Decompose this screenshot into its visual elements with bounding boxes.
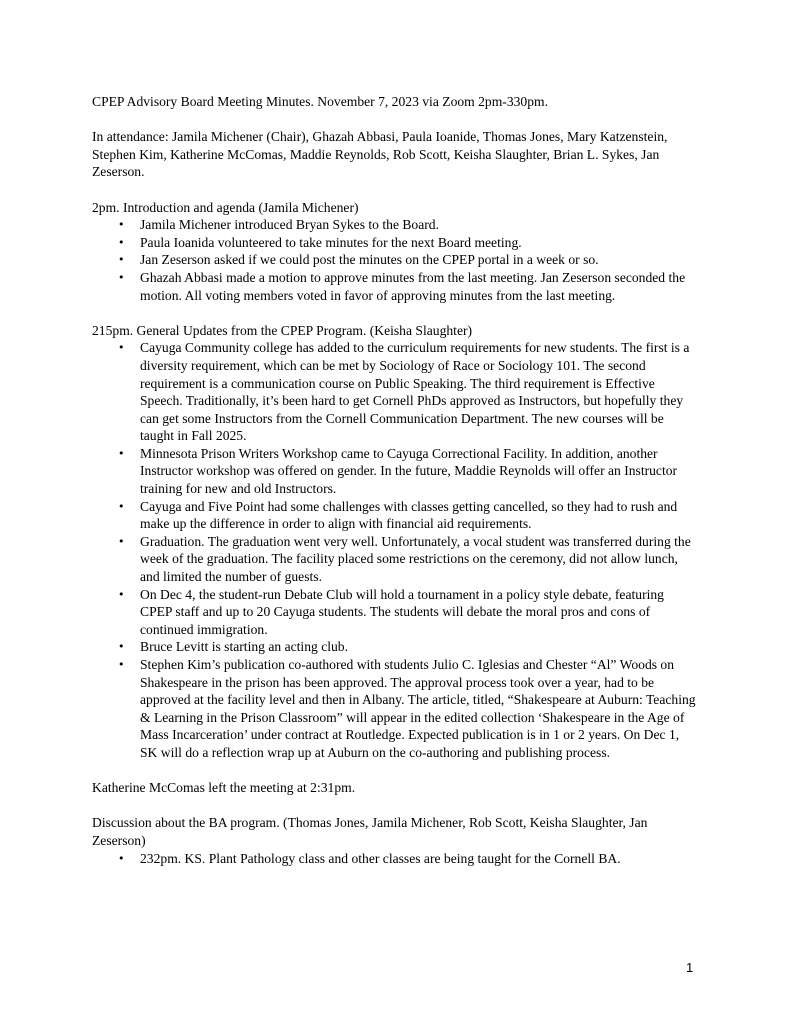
bullet-list <box>92 850 698 868</box>
list-item: • On Dec 4, the student-run Debate Club will hold a tournament in a policy style debate, featuring CPEP staff and up to 20 Cayuga students. The students will debate the moral pros and cons of continued immigration. <box>140 586 698 639</box>
bullet-list <box>92 339 698 761</box>
list-item: • Stephen Kim’s publication co-authored with students Julio C. Iglesias and Chester “Al” Woods on Shakespeare in the prison has been approved. The approval process took over a year, had to be approved at the facility level and then in Albany. The article, titled, “Shakespeare at Auburn: Teaching & Learning in the Prison Classroom” will appear in the edited collection ‘Shakespeare in the Age of Mass Incarceration’ under contract at Routledge. Expected publication is in 1 or 2 years. On Dec 1, SK will do a reflection wrap up at Auburn on the co-authoring and publishing process. <box>140 656 698 762</box>
section-general-updates <box>92 322 698 762</box>
list-item: • Jan Zeserson asked if we could post the minutes on the CPEP portal in a week or so. <box>140 251 698 269</box>
document-title: CPEP Advisory Board Meeting Minutes. November 7, 2023 via Zoom 2pm-330pm. <box>92 94 548 109</box>
section-introduction <box>92 199 698 305</box>
page-number: 1 <box>686 960 694 975</box>
attendance-list: In attendance: Jamila Michener (Chair), Ghazah Abbasi, Paula Ioanide, Thomas Jones, Mary Katzenstein, Stephen Kim, Katherine McComas, Maddie Reynolds, Rob Scott, Keisha Slaughter, Brian L. Sykes, Jan Zeserson. <box>92 129 668 180</box>
list-item: • Graduation. The graduation went very well. Unfortunately, a vocal student was transferred during the week of the graduation. The facility placed some restrictions on the ceremony, did not allow lunch, and limited the number of guests. <box>140 533 698 586</box>
section-ba-program <box>92 814 698 867</box>
list-item: • Paula Ioanida volunteered to take minutes for the next Board meeting. <box>140 234 698 252</box>
document-body <box>92 93 698 867</box>
list-item: • Bruce Levitt is starting an acting club. <box>140 638 698 656</box>
list-item: • Ghazah Abbasi made a motion to approve minutes from the last meeting. Jan Zeserson seconded the motion. All voting members voted in favor of approving minutes from the last meeting. <box>140 269 698 304</box>
section-heading: 215pm. General Updates from the CPEP Program. (Keisha Slaughter) <box>92 322 473 338</box>
list-item: • Minnesota Prison Writers Workshop came to Cayuga Correctional Facility. In addition, another Instructor workshop was offered on gender. In the future, Maddie Reynolds will offer an Instructor training for new and old Instructors. <box>140 445 698 498</box>
list-item: • Jamila Michener introduced Bryan Sykes to the Board. <box>140 216 698 234</box>
list-item: • 232pm. KS. Plant Pathology class and other classes are being taught for the Cornell BA. <box>140 850 698 868</box>
list-item: • Cayuga Community college has added to the curriculum requirements for new students. The first is a diversity requirement, which can be met by Sociology of Race or Sociology 101. The second requirement is a communication course on Public Speaking. The third requirement is Effective Speech. Traditionally, it’s been hard to get Cornell PhDs approved as Instructors, but hopefully they can get some Instructors from the Cornell Communication Department. The new courses will be taught in Fall 2025. <box>140 339 698 445</box>
bullet-list <box>92 216 698 304</box>
departure-note: Katherine McComas left the meeting at 2:31pm. <box>92 780 356 796</box>
list-item: • Cayuga and Five Point had some challenges with classes getting cancelled, so they had to rush and make up the difference in order to align with financial aid requirements. <box>140 498 698 533</box>
section-heading: Discussion about the BA program. (Thomas Jones, Jamila Michener, Rob Scott, Keisha Slaughter, Jan Zeserson) <box>92 815 648 848</box>
section-heading: 2pm. Introduction and agenda (Jamila Michener) <box>92 199 359 215</box>
